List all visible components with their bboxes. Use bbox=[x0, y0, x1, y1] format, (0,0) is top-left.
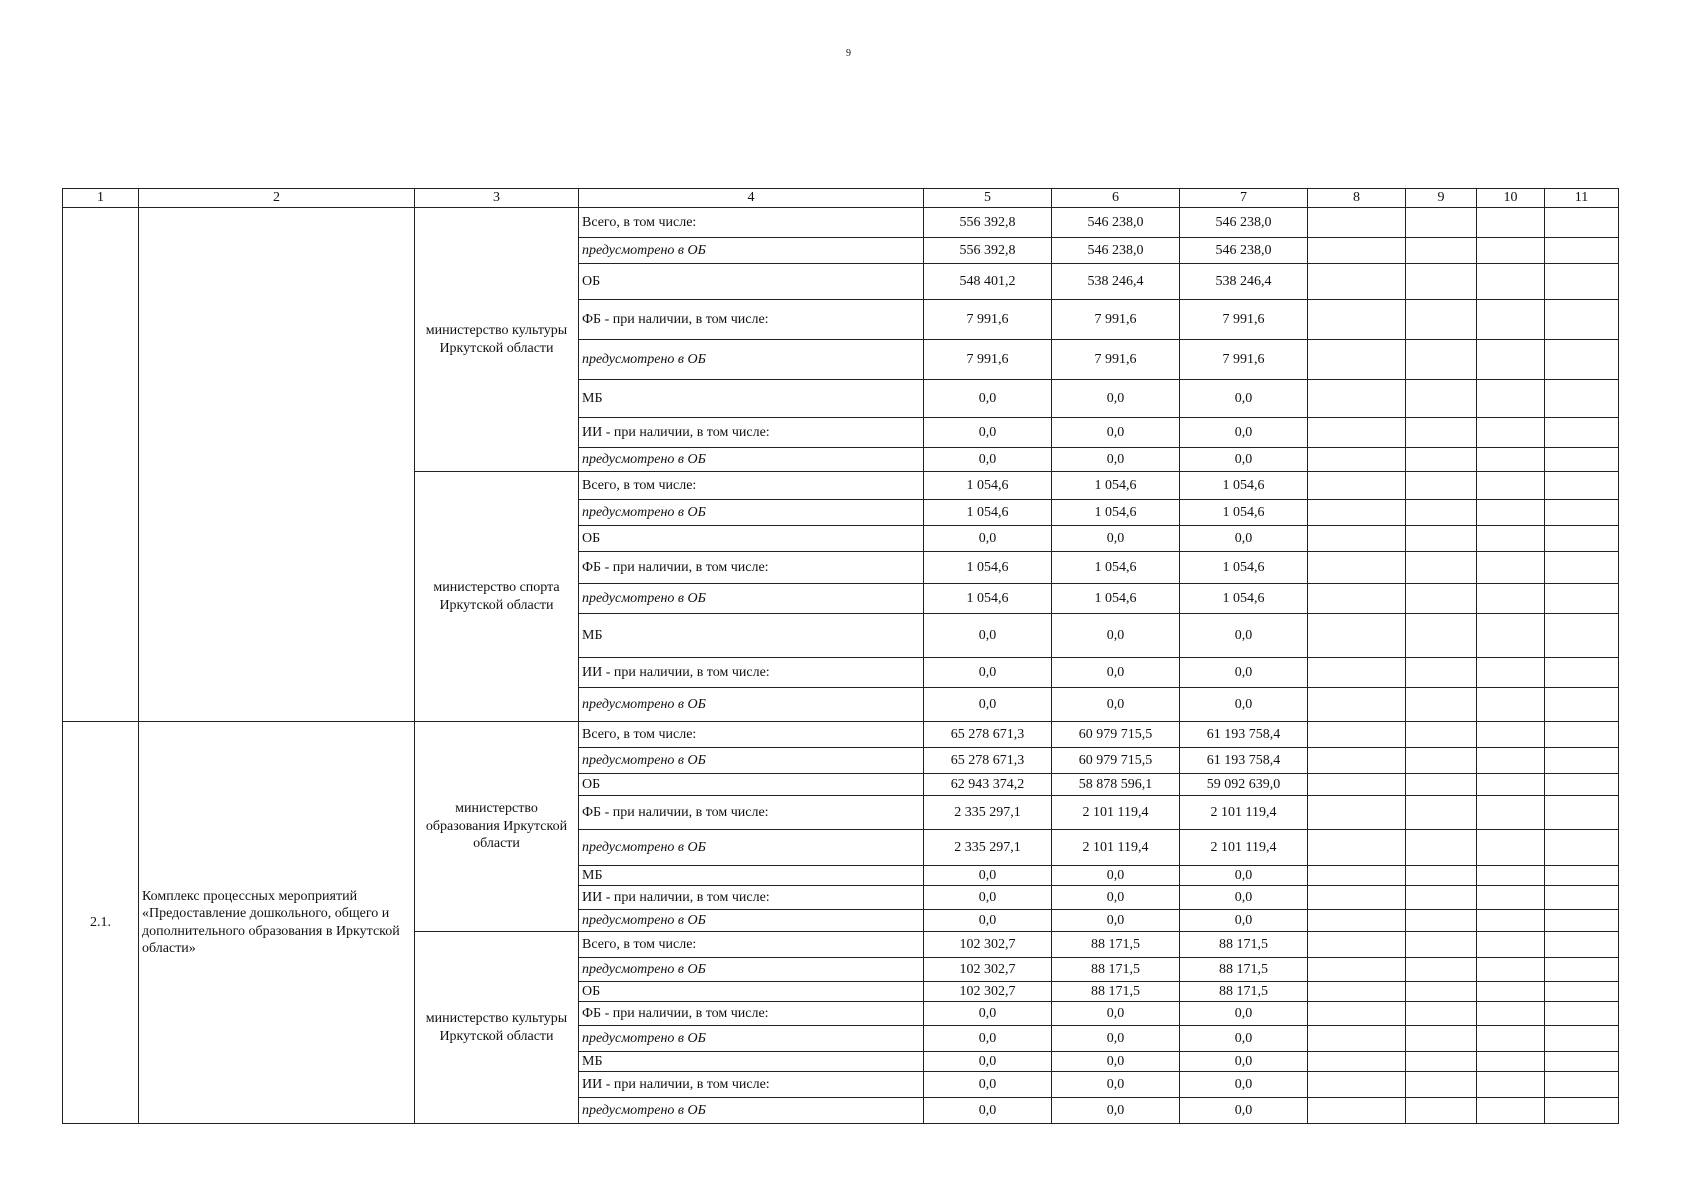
amount-cell: 88 171,5 bbox=[1052, 932, 1180, 958]
amount-cell: 546 238,0 bbox=[1180, 238, 1308, 264]
empty-cell bbox=[1308, 748, 1406, 774]
funding-source-label: ИИ - при наличии, в том числе: bbox=[579, 658, 924, 688]
amount-cell: 1 054,6 bbox=[924, 584, 1052, 614]
empty-cell bbox=[1406, 982, 1477, 1002]
empty-cell bbox=[1308, 1026, 1406, 1052]
amount-cell: 556 392,8 bbox=[924, 208, 1052, 238]
amount-cell: 0,0 bbox=[1180, 448, 1308, 472]
amount-cell: 0,0 bbox=[1052, 380, 1180, 418]
empty-cell bbox=[1406, 418, 1477, 448]
empty-cell bbox=[1477, 552, 1545, 584]
empty-cell bbox=[1406, 300, 1477, 340]
amount-cell: 2 335 297,1 bbox=[924, 796, 1052, 830]
empty-cell bbox=[1545, 982, 1619, 1002]
empty-cell bbox=[1406, 238, 1477, 264]
amount-cell: 548 401,2 bbox=[924, 264, 1052, 300]
funding-source-label: предусмотрено в ОБ bbox=[579, 448, 924, 472]
empty-cell bbox=[1545, 748, 1619, 774]
amount-cell: 7 991,6 bbox=[1052, 340, 1180, 380]
empty-cell bbox=[1308, 1072, 1406, 1098]
column-header: 8 bbox=[1308, 189, 1406, 208]
empty-cell bbox=[1545, 418, 1619, 448]
empty-cell bbox=[1308, 526, 1406, 552]
funding-source-label: Всего, в том числе: bbox=[579, 932, 924, 958]
amount-cell: 60 979 715,5 bbox=[1052, 722, 1180, 748]
budget-table bbox=[62, 188, 1619, 1124]
item-name: Комплекс процессных мероприятий «Предоставление дошкольного, общего и дополнительного образования в Иркутской области» bbox=[139, 722, 415, 1124]
funding-source-label: Всего, в том числе: bbox=[579, 208, 924, 238]
amount-cell: 0,0 bbox=[1180, 886, 1308, 910]
empty-cell bbox=[1477, 722, 1545, 748]
amount-cell: 60 979 715,5 bbox=[1052, 748, 1180, 774]
funding-source-label: ИИ - при наличии, в том числе: bbox=[579, 886, 924, 910]
item-number: 2.1. bbox=[63, 722, 139, 1124]
empty-cell bbox=[1308, 1002, 1406, 1026]
empty-cell bbox=[1477, 982, 1545, 1002]
table-body bbox=[63, 208, 1619, 1124]
empty-cell bbox=[1308, 418, 1406, 448]
empty-cell bbox=[1406, 380, 1477, 418]
empty-cell bbox=[1545, 340, 1619, 380]
amount-cell: 88 171,5 bbox=[1180, 982, 1308, 1002]
amount-cell: 0,0 bbox=[924, 1002, 1052, 1026]
amount-cell: 1 054,6 bbox=[1052, 472, 1180, 500]
amount-cell: 0,0 bbox=[1052, 866, 1180, 886]
amount-cell: 1 054,6 bbox=[1180, 584, 1308, 614]
amount-cell: 1 054,6 bbox=[1180, 472, 1308, 500]
empty-cell bbox=[1545, 584, 1619, 614]
amount-cell: 62 943 374,2 bbox=[924, 774, 1052, 796]
amount-cell: 7 991,6 bbox=[924, 340, 1052, 380]
empty-cell bbox=[1406, 526, 1477, 552]
empty-cell bbox=[1545, 1026, 1619, 1052]
funding-source-label: ОБ bbox=[579, 264, 924, 300]
empty-cell bbox=[1406, 688, 1477, 722]
funding-source-label: Всего, в том числе: bbox=[579, 472, 924, 500]
amount-cell: 0,0 bbox=[924, 688, 1052, 722]
empty-cell bbox=[1406, 448, 1477, 472]
amount-cell: 102 302,7 bbox=[924, 982, 1052, 1002]
empty-cell bbox=[1477, 830, 1545, 866]
amount-cell: 1 054,6 bbox=[1180, 552, 1308, 584]
empty-cell bbox=[1545, 774, 1619, 796]
empty-cell bbox=[1308, 688, 1406, 722]
empty-cell bbox=[1308, 380, 1406, 418]
amount-cell: 0,0 bbox=[924, 1072, 1052, 1098]
empty-cell bbox=[1545, 796, 1619, 830]
amount-cell: 556 392,8 bbox=[924, 238, 1052, 264]
empty-cell bbox=[1545, 500, 1619, 526]
funding-source-label: предусмотрено в ОБ bbox=[579, 1098, 924, 1124]
column-header: 2 bbox=[139, 189, 415, 208]
column-header: 9 bbox=[1406, 189, 1477, 208]
amount-cell: 0,0 bbox=[924, 1026, 1052, 1052]
empty-cell bbox=[1477, 958, 1545, 982]
funding-source-label: предусмотрено в ОБ bbox=[579, 584, 924, 614]
amount-cell: 0,0 bbox=[924, 448, 1052, 472]
amount-cell: 65 278 671,3 bbox=[924, 748, 1052, 774]
amount-cell: 58 878 596,1 bbox=[1052, 774, 1180, 796]
amount-cell: 0,0 bbox=[1052, 526, 1180, 552]
amount-cell: 2 101 119,4 bbox=[1180, 796, 1308, 830]
empty-cell bbox=[1545, 932, 1619, 958]
funding-source-label: предусмотрено в ОБ bbox=[579, 238, 924, 264]
amount-cell: 0,0 bbox=[1180, 658, 1308, 688]
empty-cell bbox=[1545, 552, 1619, 584]
item-name bbox=[139, 208, 415, 722]
empty-cell bbox=[1406, 552, 1477, 584]
amount-cell: 0,0 bbox=[1180, 526, 1308, 552]
empty-cell bbox=[1545, 526, 1619, 552]
amount-cell: 0,0 bbox=[1180, 380, 1308, 418]
empty-cell bbox=[1477, 1026, 1545, 1052]
empty-cell bbox=[1406, 722, 1477, 748]
empty-cell bbox=[1308, 614, 1406, 658]
amount-cell: 0,0 bbox=[1052, 614, 1180, 658]
empty-cell bbox=[1477, 472, 1545, 500]
column-header: 1 bbox=[63, 189, 139, 208]
empty-cell bbox=[1545, 910, 1619, 932]
empty-cell bbox=[1477, 1098, 1545, 1124]
amount-cell: 7 991,6 bbox=[1180, 300, 1308, 340]
executor-name: министерство культуры Иркутской области bbox=[415, 932, 579, 1124]
amount-cell: 0,0 bbox=[1180, 866, 1308, 886]
empty-cell bbox=[1545, 300, 1619, 340]
empty-cell bbox=[1406, 1072, 1477, 1098]
empty-cell bbox=[1406, 1098, 1477, 1124]
empty-cell bbox=[1477, 774, 1545, 796]
amount-cell: 0,0 bbox=[1052, 418, 1180, 448]
empty-cell bbox=[1308, 722, 1406, 748]
funding-source-label: предусмотрено в ОБ bbox=[579, 688, 924, 722]
empty-cell bbox=[1308, 982, 1406, 1002]
empty-cell bbox=[1406, 958, 1477, 982]
empty-cell bbox=[1406, 472, 1477, 500]
amount-cell: 0,0 bbox=[1052, 886, 1180, 910]
empty-cell bbox=[1545, 380, 1619, 418]
empty-cell bbox=[1545, 958, 1619, 982]
empty-cell bbox=[1308, 552, 1406, 584]
column-header: 11 bbox=[1545, 189, 1619, 208]
empty-cell bbox=[1477, 796, 1545, 830]
funding-source-label: предусмотрено в ОБ bbox=[579, 748, 924, 774]
funding-source-label: предусмотрено в ОБ bbox=[579, 910, 924, 932]
empty-cell bbox=[1545, 472, 1619, 500]
funding-source-label: ФБ - при наличии, в том числе: bbox=[579, 796, 924, 830]
amount-cell: 0,0 bbox=[924, 910, 1052, 932]
amount-cell: 88 171,5 bbox=[1052, 958, 1180, 982]
amount-cell: 88 171,5 bbox=[1180, 932, 1308, 958]
amount-cell: 1 054,6 bbox=[1052, 500, 1180, 526]
amount-cell: 0,0 bbox=[1052, 448, 1180, 472]
empty-cell bbox=[1477, 380, 1545, 418]
amount-cell: 1 054,6 bbox=[1180, 500, 1308, 526]
empty-cell bbox=[1545, 722, 1619, 748]
amount-cell: 88 171,5 bbox=[1052, 982, 1180, 1002]
executor-name: министерство образования Иркутской области bbox=[415, 722, 579, 932]
empty-cell bbox=[1545, 658, 1619, 688]
empty-cell bbox=[1308, 910, 1406, 932]
executor-name: министерство спорта Иркутской области bbox=[415, 472, 579, 722]
amount-cell: 7 991,6 bbox=[1180, 340, 1308, 380]
funding-source-label: предусмотрено в ОБ bbox=[579, 340, 924, 380]
empty-cell bbox=[1545, 830, 1619, 866]
empty-cell bbox=[1308, 658, 1406, 688]
empty-cell bbox=[1545, 886, 1619, 910]
amount-cell: 0,0 bbox=[924, 1098, 1052, 1124]
empty-cell bbox=[1477, 300, 1545, 340]
empty-cell bbox=[1406, 614, 1477, 658]
empty-cell bbox=[1477, 340, 1545, 380]
empty-cell bbox=[1406, 500, 1477, 526]
item-number bbox=[63, 208, 139, 722]
amount-cell: 0,0 bbox=[1052, 688, 1180, 722]
amount-cell: 1 054,6 bbox=[924, 472, 1052, 500]
empty-cell bbox=[1545, 688, 1619, 722]
empty-cell bbox=[1308, 866, 1406, 886]
empty-cell bbox=[1477, 584, 1545, 614]
empty-cell bbox=[1406, 830, 1477, 866]
empty-cell bbox=[1308, 584, 1406, 614]
amount-cell: 0,0 bbox=[1052, 1098, 1180, 1124]
amount-cell: 0,0 bbox=[924, 614, 1052, 658]
funding-source-label: МБ bbox=[579, 866, 924, 886]
amount-cell: 0,0 bbox=[1180, 688, 1308, 722]
empty-cell bbox=[1477, 866, 1545, 886]
amount-cell: 0,0 bbox=[1180, 1098, 1308, 1124]
amount-cell: 2 101 119,4 bbox=[1180, 830, 1308, 866]
amount-cell: 0,0 bbox=[1180, 418, 1308, 448]
amount-cell: 538 246,4 bbox=[1180, 264, 1308, 300]
empty-cell bbox=[1308, 340, 1406, 380]
funding-source-label: ФБ - при наличии, в том числе: bbox=[579, 552, 924, 584]
empty-cell bbox=[1477, 448, 1545, 472]
amount-cell: 0,0 bbox=[924, 418, 1052, 448]
column-header: 3 bbox=[415, 189, 579, 208]
empty-cell bbox=[1406, 658, 1477, 688]
empty-cell bbox=[1545, 208, 1619, 238]
empty-cell bbox=[1308, 238, 1406, 264]
funding-source-label: предусмотрено в ОБ bbox=[579, 830, 924, 866]
amount-cell: 0,0 bbox=[1052, 658, 1180, 688]
empty-cell bbox=[1545, 866, 1619, 886]
empty-cell bbox=[1545, 1052, 1619, 1072]
empty-cell bbox=[1477, 418, 1545, 448]
empty-cell bbox=[1308, 796, 1406, 830]
amount-cell: 1 054,6 bbox=[924, 552, 1052, 584]
funding-source-label: ФБ - при наличии, в том числе: bbox=[579, 1002, 924, 1026]
empty-cell bbox=[1545, 1002, 1619, 1026]
amount-cell: 7 991,6 bbox=[924, 300, 1052, 340]
empty-cell bbox=[1406, 932, 1477, 958]
funding-source-label: ОБ bbox=[579, 982, 924, 1002]
column-header: 7 bbox=[1180, 189, 1308, 208]
empty-cell bbox=[1477, 1002, 1545, 1026]
amount-cell: 0,0 bbox=[1180, 910, 1308, 932]
column-header: 5 bbox=[924, 189, 1052, 208]
empty-cell bbox=[1406, 1026, 1477, 1052]
empty-cell bbox=[1477, 500, 1545, 526]
amount-cell: 0,0 bbox=[924, 526, 1052, 552]
empty-cell bbox=[1477, 208, 1545, 238]
amount-cell: 2 101 119,4 bbox=[1052, 796, 1180, 830]
column-number-row bbox=[63, 189, 1619, 208]
empty-cell bbox=[1406, 264, 1477, 300]
empty-cell bbox=[1308, 830, 1406, 866]
empty-cell bbox=[1308, 886, 1406, 910]
empty-cell bbox=[1406, 208, 1477, 238]
empty-cell bbox=[1308, 300, 1406, 340]
column-header: 4 bbox=[579, 189, 924, 208]
empty-cell bbox=[1545, 1098, 1619, 1124]
empty-cell bbox=[1477, 886, 1545, 910]
amount-cell: 0,0 bbox=[1052, 1072, 1180, 1098]
empty-cell bbox=[1545, 448, 1619, 472]
amount-cell: 0,0 bbox=[1180, 614, 1308, 658]
amount-cell: 61 193 758,4 bbox=[1180, 722, 1308, 748]
funding-source-label: МБ bbox=[579, 1052, 924, 1072]
amount-cell: 1 054,6 bbox=[1052, 552, 1180, 584]
empty-cell bbox=[1477, 932, 1545, 958]
empty-cell bbox=[1477, 526, 1545, 552]
empty-cell bbox=[1477, 658, 1545, 688]
amount-cell: 59 092 639,0 bbox=[1180, 774, 1308, 796]
amount-cell: 546 238,0 bbox=[1052, 238, 1180, 264]
empty-cell bbox=[1406, 748, 1477, 774]
page-number: 9 bbox=[846, 48, 851, 59]
empty-cell bbox=[1545, 1072, 1619, 1098]
empty-cell bbox=[1477, 614, 1545, 658]
funding-source-label: ФБ - при наличии, в том числе: bbox=[579, 300, 924, 340]
funding-source-label: ИИ - при наличии, в том числе: bbox=[579, 418, 924, 448]
empty-cell bbox=[1308, 448, 1406, 472]
funding-source-label: МБ bbox=[579, 380, 924, 418]
empty-cell bbox=[1406, 584, 1477, 614]
amount-cell: 0,0 bbox=[924, 886, 1052, 910]
empty-cell bbox=[1308, 1098, 1406, 1124]
empty-cell bbox=[1406, 866, 1477, 886]
empty-cell bbox=[1545, 614, 1619, 658]
empty-cell bbox=[1477, 238, 1545, 264]
amount-cell: 0,0 bbox=[1180, 1052, 1308, 1072]
empty-cell bbox=[1406, 340, 1477, 380]
empty-cell bbox=[1308, 958, 1406, 982]
amount-cell: 1 054,6 bbox=[1052, 584, 1180, 614]
amount-cell: 0,0 bbox=[1052, 1002, 1180, 1026]
amount-cell: 0,0 bbox=[1052, 1026, 1180, 1052]
amount-cell: 7 991,6 bbox=[1052, 300, 1180, 340]
empty-cell bbox=[1406, 796, 1477, 830]
empty-cell bbox=[1406, 886, 1477, 910]
funding-source-label: ИИ - при наличии, в том числе: bbox=[579, 1072, 924, 1098]
empty-cell bbox=[1308, 774, 1406, 796]
empty-cell bbox=[1406, 774, 1477, 796]
empty-cell bbox=[1477, 1052, 1545, 1072]
amount-cell: 0,0 bbox=[924, 866, 1052, 886]
empty-cell bbox=[1406, 1002, 1477, 1026]
empty-cell bbox=[1545, 238, 1619, 264]
empty-cell bbox=[1477, 910, 1545, 932]
amount-cell: 546 238,0 bbox=[1052, 208, 1180, 238]
funding-source-label: ОБ bbox=[579, 526, 924, 552]
amount-cell: 2 335 297,1 bbox=[924, 830, 1052, 866]
empty-cell bbox=[1308, 500, 1406, 526]
amount-cell: 88 171,5 bbox=[1180, 958, 1308, 982]
amount-cell: 0,0 bbox=[1052, 1052, 1180, 1072]
empty-cell bbox=[1308, 932, 1406, 958]
amount-cell: 102 302,7 bbox=[924, 958, 1052, 982]
amount-cell: 538 246,4 bbox=[1052, 264, 1180, 300]
funding-source-label: предусмотрено в ОБ bbox=[579, 958, 924, 982]
table-row bbox=[63, 722, 1619, 748]
empty-cell bbox=[1308, 264, 1406, 300]
amount-cell: 61 193 758,4 bbox=[1180, 748, 1308, 774]
amount-cell: 0,0 bbox=[1180, 1026, 1308, 1052]
amount-cell: 65 278 671,3 bbox=[924, 722, 1052, 748]
funding-source-label: Всего, в том числе: bbox=[579, 722, 924, 748]
empty-cell bbox=[1406, 1052, 1477, 1072]
amount-cell: 0,0 bbox=[1180, 1002, 1308, 1026]
empty-cell bbox=[1308, 472, 1406, 500]
table-row bbox=[63, 208, 1619, 238]
funding-source-label: МБ bbox=[579, 614, 924, 658]
column-header: 10 bbox=[1477, 189, 1545, 208]
funding-source-label: ОБ bbox=[579, 774, 924, 796]
empty-cell bbox=[1406, 910, 1477, 932]
amount-cell: 0,0 bbox=[924, 658, 1052, 688]
amount-cell: 0,0 bbox=[1052, 910, 1180, 932]
amount-cell: 0,0 bbox=[1180, 1072, 1308, 1098]
amount-cell: 0,0 bbox=[924, 1052, 1052, 1072]
empty-cell bbox=[1477, 688, 1545, 722]
empty-cell bbox=[1308, 208, 1406, 238]
executor-name: министерство культуры Иркутской области bbox=[415, 208, 579, 472]
amount-cell: 0,0 bbox=[924, 380, 1052, 418]
funding-source-label: предусмотрено в ОБ bbox=[579, 500, 924, 526]
funding-source-label: предусмотрено в ОБ bbox=[579, 1026, 924, 1052]
column-header: 6 bbox=[1052, 189, 1180, 208]
empty-cell bbox=[1477, 264, 1545, 300]
amount-cell: 546 238,0 bbox=[1180, 208, 1308, 238]
empty-cell bbox=[1308, 1052, 1406, 1072]
empty-cell bbox=[1545, 264, 1619, 300]
empty-cell bbox=[1477, 1072, 1545, 1098]
amount-cell: 102 302,7 bbox=[924, 932, 1052, 958]
amount-cell: 2 101 119,4 bbox=[1052, 830, 1180, 866]
empty-cell bbox=[1477, 748, 1545, 774]
amount-cell: 1 054,6 bbox=[924, 500, 1052, 526]
